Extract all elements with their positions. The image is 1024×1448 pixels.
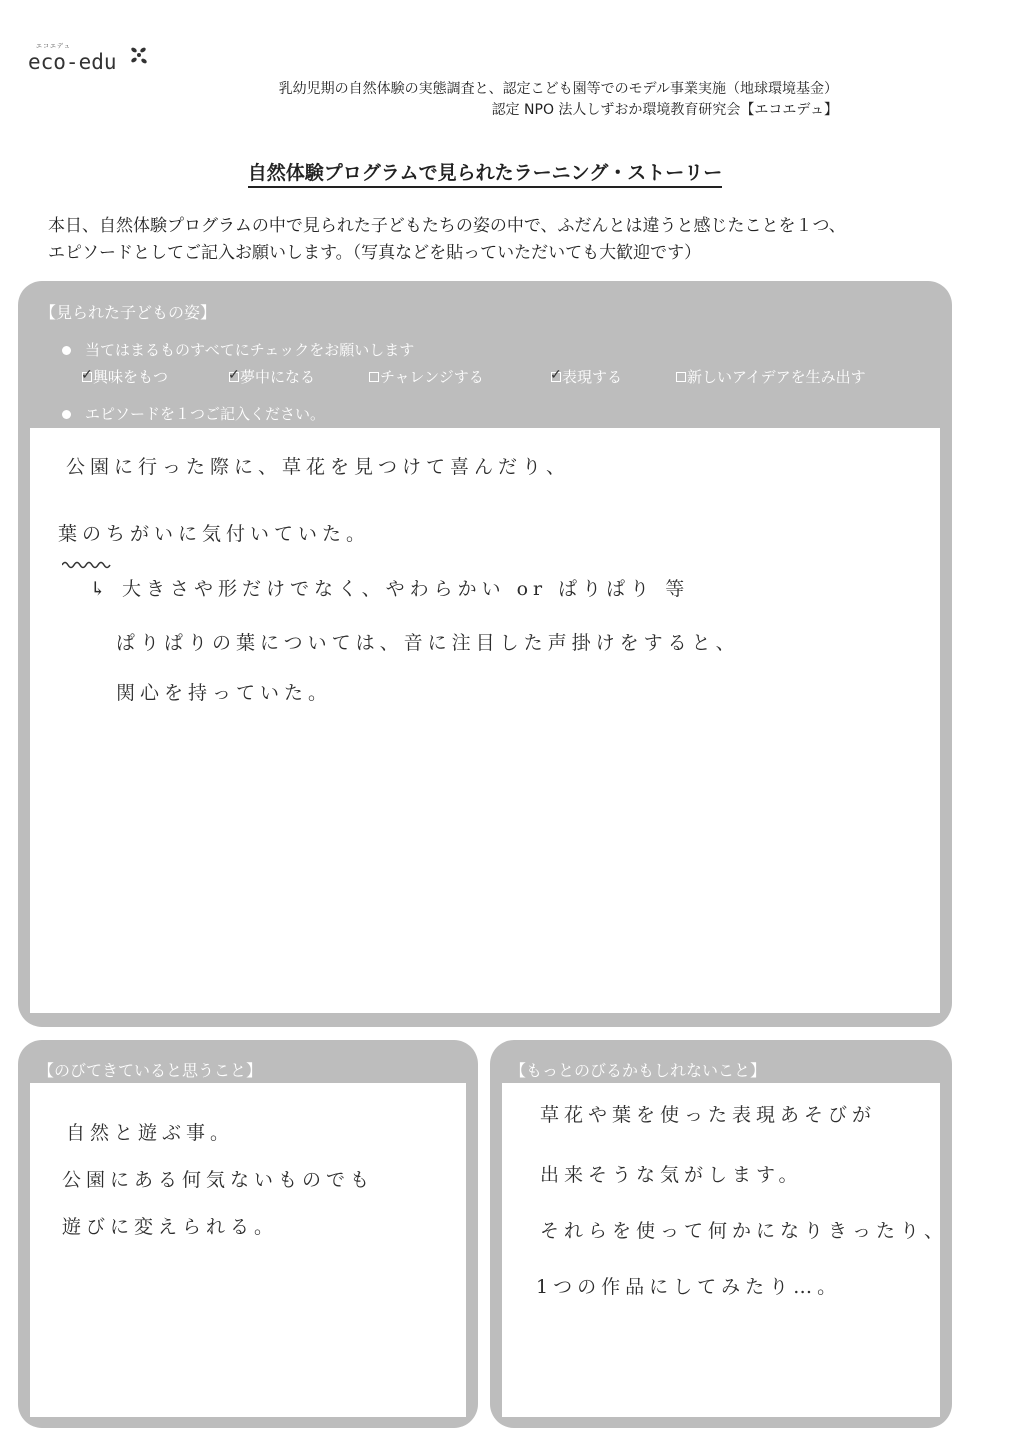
episode-instruction-text: エピソードを１つご記入ください。: [85, 405, 326, 423]
intro-text: [48, 213, 846, 267]
page-title-text: 自然体験プログラムで見られたラーニング・ストーリー: [248, 162, 722, 188]
potential-panel-label: 【もっとのびるかもしれないこと】: [510, 1061, 767, 1080]
leaf-mark-icon: [127, 44, 151, 68]
org-line-2: 認定 NPO 法人しずおか環境教育研究会【エコエデュ】: [491, 102, 838, 118]
checkbox-new-idea[interactable]: [676, 366, 866, 387]
logo-text: eco-edu: [28, 50, 117, 74]
checkbox-label: 表現する: [562, 368, 623, 386]
potential-line-2: 出来そうな気がします。: [540, 1164, 803, 1186]
logo-ruby: エコエデュ: [36, 43, 71, 50]
episode-line-1: 公園に行った際に、草花を見つけて喜んだり、: [66, 456, 571, 478]
checkbox-box[interactable]: [81, 366, 93, 383]
checkbox-box[interactable]: [369, 372, 379, 382]
checkbox-label: 新しいアイデアを生み出す: [687, 368, 866, 386]
observed-panel-label: 【見られた子どもの姿】: [40, 303, 217, 322]
growing-line-2: 公園にある何気ないものでも: [62, 1169, 375, 1191]
checkbox-label: 興味をもつ: [93, 368, 169, 386]
intro-line-1: 本日、自然体験プログラムの中で見られた子どもたちの姿の中で、ふだんとは違うと感じたことを１つ、: [48, 216, 846, 236]
episode-line-4: ぱりぱりの葉については、音に注目した声掛けをすると、: [116, 632, 740, 654]
episode-line-3: ↳ 大きさや形だけでなく、やわらかい or ぱりぱり 等: [90, 578, 690, 600]
intro-line-2: エピソードとしてご記入お願いします。（写真などを貼っていただいても大歓迎です）: [48, 243, 702, 263]
episode-area[interactable]: [30, 428, 940, 1013]
checkbox-express[interactable]: [551, 366, 622, 387]
potential-line-3: それらを使って何かになりきったり、: [540, 1220, 949, 1242]
checkbox-interest[interactable]: [82, 366, 168, 387]
episode-line-5: 関心を持っていた。: [116, 682, 333, 704]
check-instruction: [62, 339, 414, 360]
bullet-dot-icon: [62, 346, 71, 355]
growing-line-1: 自然と遊ぶ事。: [66, 1122, 235, 1144]
page-title: [0, 158, 970, 185]
episode-instruction: [62, 403, 325, 424]
check-instruction-text: 当てはまるものすべてにチェックをお願いします: [85, 341, 415, 359]
wavy-underline: [62, 560, 114, 570]
check-mark-icon: ✓: [228, 366, 240, 383]
check-mark-icon: ✓: [550, 366, 562, 383]
checkbox-box[interactable]: [550, 366, 562, 383]
potential-area[interactable]: [502, 1083, 940, 1417]
growing-panel-label: 【のびてきていると思うこと】: [38, 1061, 263, 1080]
checkbox-challenge[interactable]: [369, 366, 484, 387]
episode-line-2: 葉のちがいに気付いていた。: [58, 523, 371, 545]
eco-edu-logo: [28, 43, 117, 74]
check-mark-icon: ✓: [81, 366, 93, 383]
checkbox-label: チャレンジする: [380, 368, 484, 386]
growing-line-3: 遊びに変えられる。: [62, 1216, 279, 1238]
bullet-dot-icon: [62, 410, 71, 419]
org-line-1: 乳幼児期の自然体験の実態調査と、認定こども園等でのモデル事業実施（地球環境基金）: [278, 81, 838, 97]
checkbox-label: 夢中になる: [240, 368, 316, 386]
checkbox-box[interactable]: [228, 366, 240, 383]
checkbox-absorbed[interactable]: [229, 366, 315, 387]
potential-line-1: 草花や葉を使った表現あそびが: [540, 1104, 877, 1126]
potential-line-4: 1つの作品にしてみたり…。: [536, 1276, 842, 1298]
checkbox-box[interactable]: [676, 372, 686, 382]
